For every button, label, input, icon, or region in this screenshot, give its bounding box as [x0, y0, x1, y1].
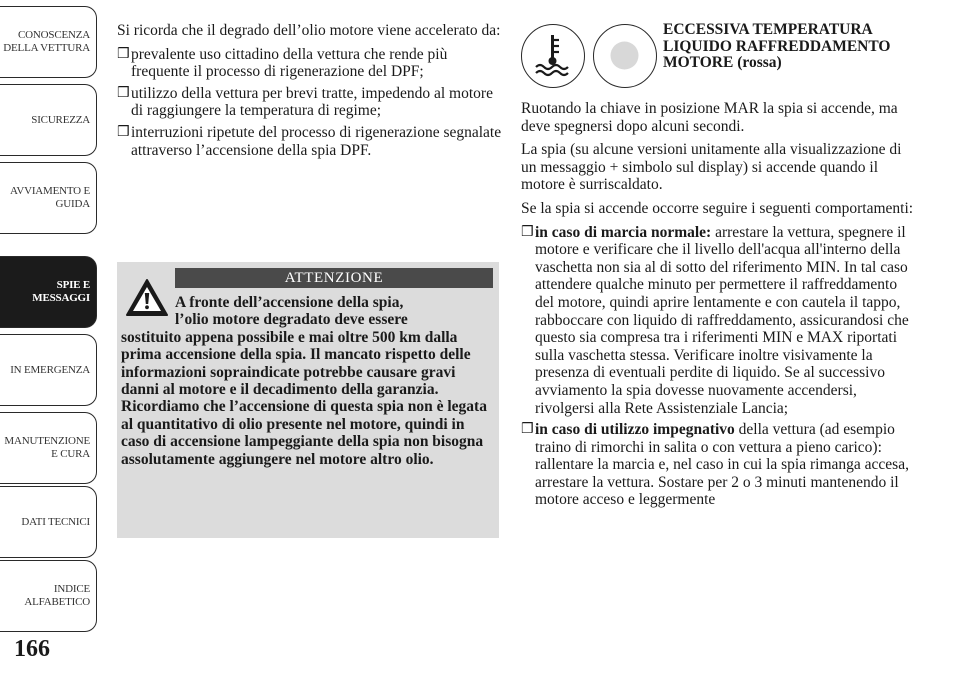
warning-line-2: l’olio motore degradato deve essere — [175, 311, 408, 329]
list-item — [521, 421, 916, 509]
list-item — [117, 85, 502, 120]
warning-title: ATTENZIONE — [175, 268, 493, 288]
tab-conoscenza-della-vettura[interactable] — [0, 6, 97, 78]
tab-avviamento-e-guida[interactable] — [0, 162, 97, 234]
paragraph: La spia (su alcune versioni unitamente alla visualizzazione di un messaggio + simbolo sul display) si accende quando il motore è surriscaldato. — [521, 141, 902, 194]
checkbox-bullet-icon: ❒ — [521, 421, 534, 438]
indicator-dot-icon — [594, 25, 655, 86]
left-column — [117, 22, 502, 163]
indicator-icon-frame — [593, 24, 657, 88]
tab-manutenzione-e-cura[interactable] — [0, 412, 97, 484]
right-column — [521, 100, 916, 513]
warning-text — [117, 294, 489, 468]
tab-spie-e-messaggi[interactable] — [0, 256, 97, 328]
tab-indice-alfabetico[interactable] — [0, 560, 97, 632]
tab-label: AVVIAMENTO E GUIDA — [10, 185, 90, 210]
list-item-text: utilizzo della vettura per brevi tratte, impedendo al motore di raggiungere la temperatura di regime; — [131, 84, 493, 120]
tab-label: MANUTENZIONE E CURA — [4, 435, 90, 460]
checkbox-bullet-icon: ❒ — [521, 223, 534, 240]
page-number: 166 — [14, 636, 50, 662]
tab-label: SICUREZZA — [31, 113, 90, 126]
warning-box — [117, 262, 499, 538]
warning-line-1: A fronte dell’accensione della spia, — [175, 294, 404, 311]
checkbox-bullet-icon: ❒ — [117, 45, 130, 62]
list-item — [117, 124, 502, 159]
section-title-text: ECCESSIVA TEMPERATURA LIQUIDO RAFFREDDAMENTO MOTORE — [663, 21, 891, 71]
checkbox-bullet-icon: ❒ — [117, 84, 130, 101]
tab-in-emergenza[interactable] — [0, 334, 97, 406]
warning-body: sostituito appena possibile e mai oltre 500 km dalla prima accensione della spia. Il mancato rispetto delle informazioni sopraindicate potrebbe causare gravi danni al motore e il decadimento della garanzia. Ricordiamo che l’accensione di questa spia non è legata al quantitativo di olio presente nel motore, quindi in caso di accensione lampeggiante della spia non bisogna assolutamente aggiungere nel motore altro olio. — [121, 328, 487, 468]
list-item — [521, 224, 916, 418]
tab-label: DATI TECNICI — [21, 515, 90, 528]
list-item-heading: in caso di marcia normale: — [535, 223, 712, 241]
warning-light-header — [521, 22, 921, 98]
list-item-text: arrestare la vettura, spegnere il motore e verificare che il livello dell'acqua all'interno della vaschetta non sia al di sotto del riferimento MIN. In tal caso attendere qualche minuto per permettere il raffreddamento del motore, quindi aprire lentamente e con cautela il tappo, rabboccare con liquido di raffreddamento, assicurandosi che questo sia compresa tra i riferimenti MIN e MAX riportati sulla vaschetta stessa. Verificare inoltre visivamente la presenza di eventuali perdite di liquido. Se al successivo avviamento la spia dovesse nuovamente accendersi, rivolgersi alla Rete Assistenziale Lancia; — [535, 223, 909, 417]
tab-dati-tecnici[interactable] — [0, 486, 97, 558]
list-item-text: della vettura (ad esempio traino di rimorchi in salita o con vettura a pieno carico): rallentare la marcia e, nel caso in cui la spia rimanga accesa, arrestare la vettura. Sostare per 2 o 3 minuti mantenendo il motore acceso e leggermente — [535, 421, 909, 509]
tab-label: IN EMERGENZA — [10, 363, 90, 376]
tab-sicurezza[interactable] — [0, 84, 97, 156]
paragraph: Se la spia si accende occorre seguire i seguenti comportamenti: — [521, 199, 914, 217]
list-item-text: prevalente uso cittadino della vettura che rende più frequente il processo di rigenerazione del DPF; — [131, 45, 448, 81]
tab-label: CONOSCENZA DELLA VETTURA — [3, 29, 90, 54]
coolant-icon-frame — [521, 24, 585, 88]
paragraph: Ruotando la chiave in posizione MAR la spia si accende, ma deve spegnersi dopo alcuni secondi. — [521, 100, 898, 135]
list-item — [117, 46, 502, 81]
tab-label: INDICE ALFABETICO — [24, 583, 90, 608]
tab-label: SPIE E MESSAGGI — [32, 279, 90, 304]
list-item-text: interruzioni ripetute del processo di rigenerazione segnalate attraverso l’accensione della spia DPF. — [131, 123, 502, 159]
list-item-heading: in caso di utilizzo impegnativo — [535, 421, 735, 439]
bullet-list — [117, 46, 502, 160]
intro-paragraph: Si ricorda che il degrado dell’olio motore viene accelerato da: — [117, 22, 501, 39]
section-title — [663, 22, 923, 72]
section-title-suffix: (rossa) — [737, 54, 782, 71]
bullet-list — [521, 224, 916, 510]
coolant-temperature-icon — [522, 25, 583, 86]
checkbox-bullet-icon: ❒ — [117, 123, 130, 140]
